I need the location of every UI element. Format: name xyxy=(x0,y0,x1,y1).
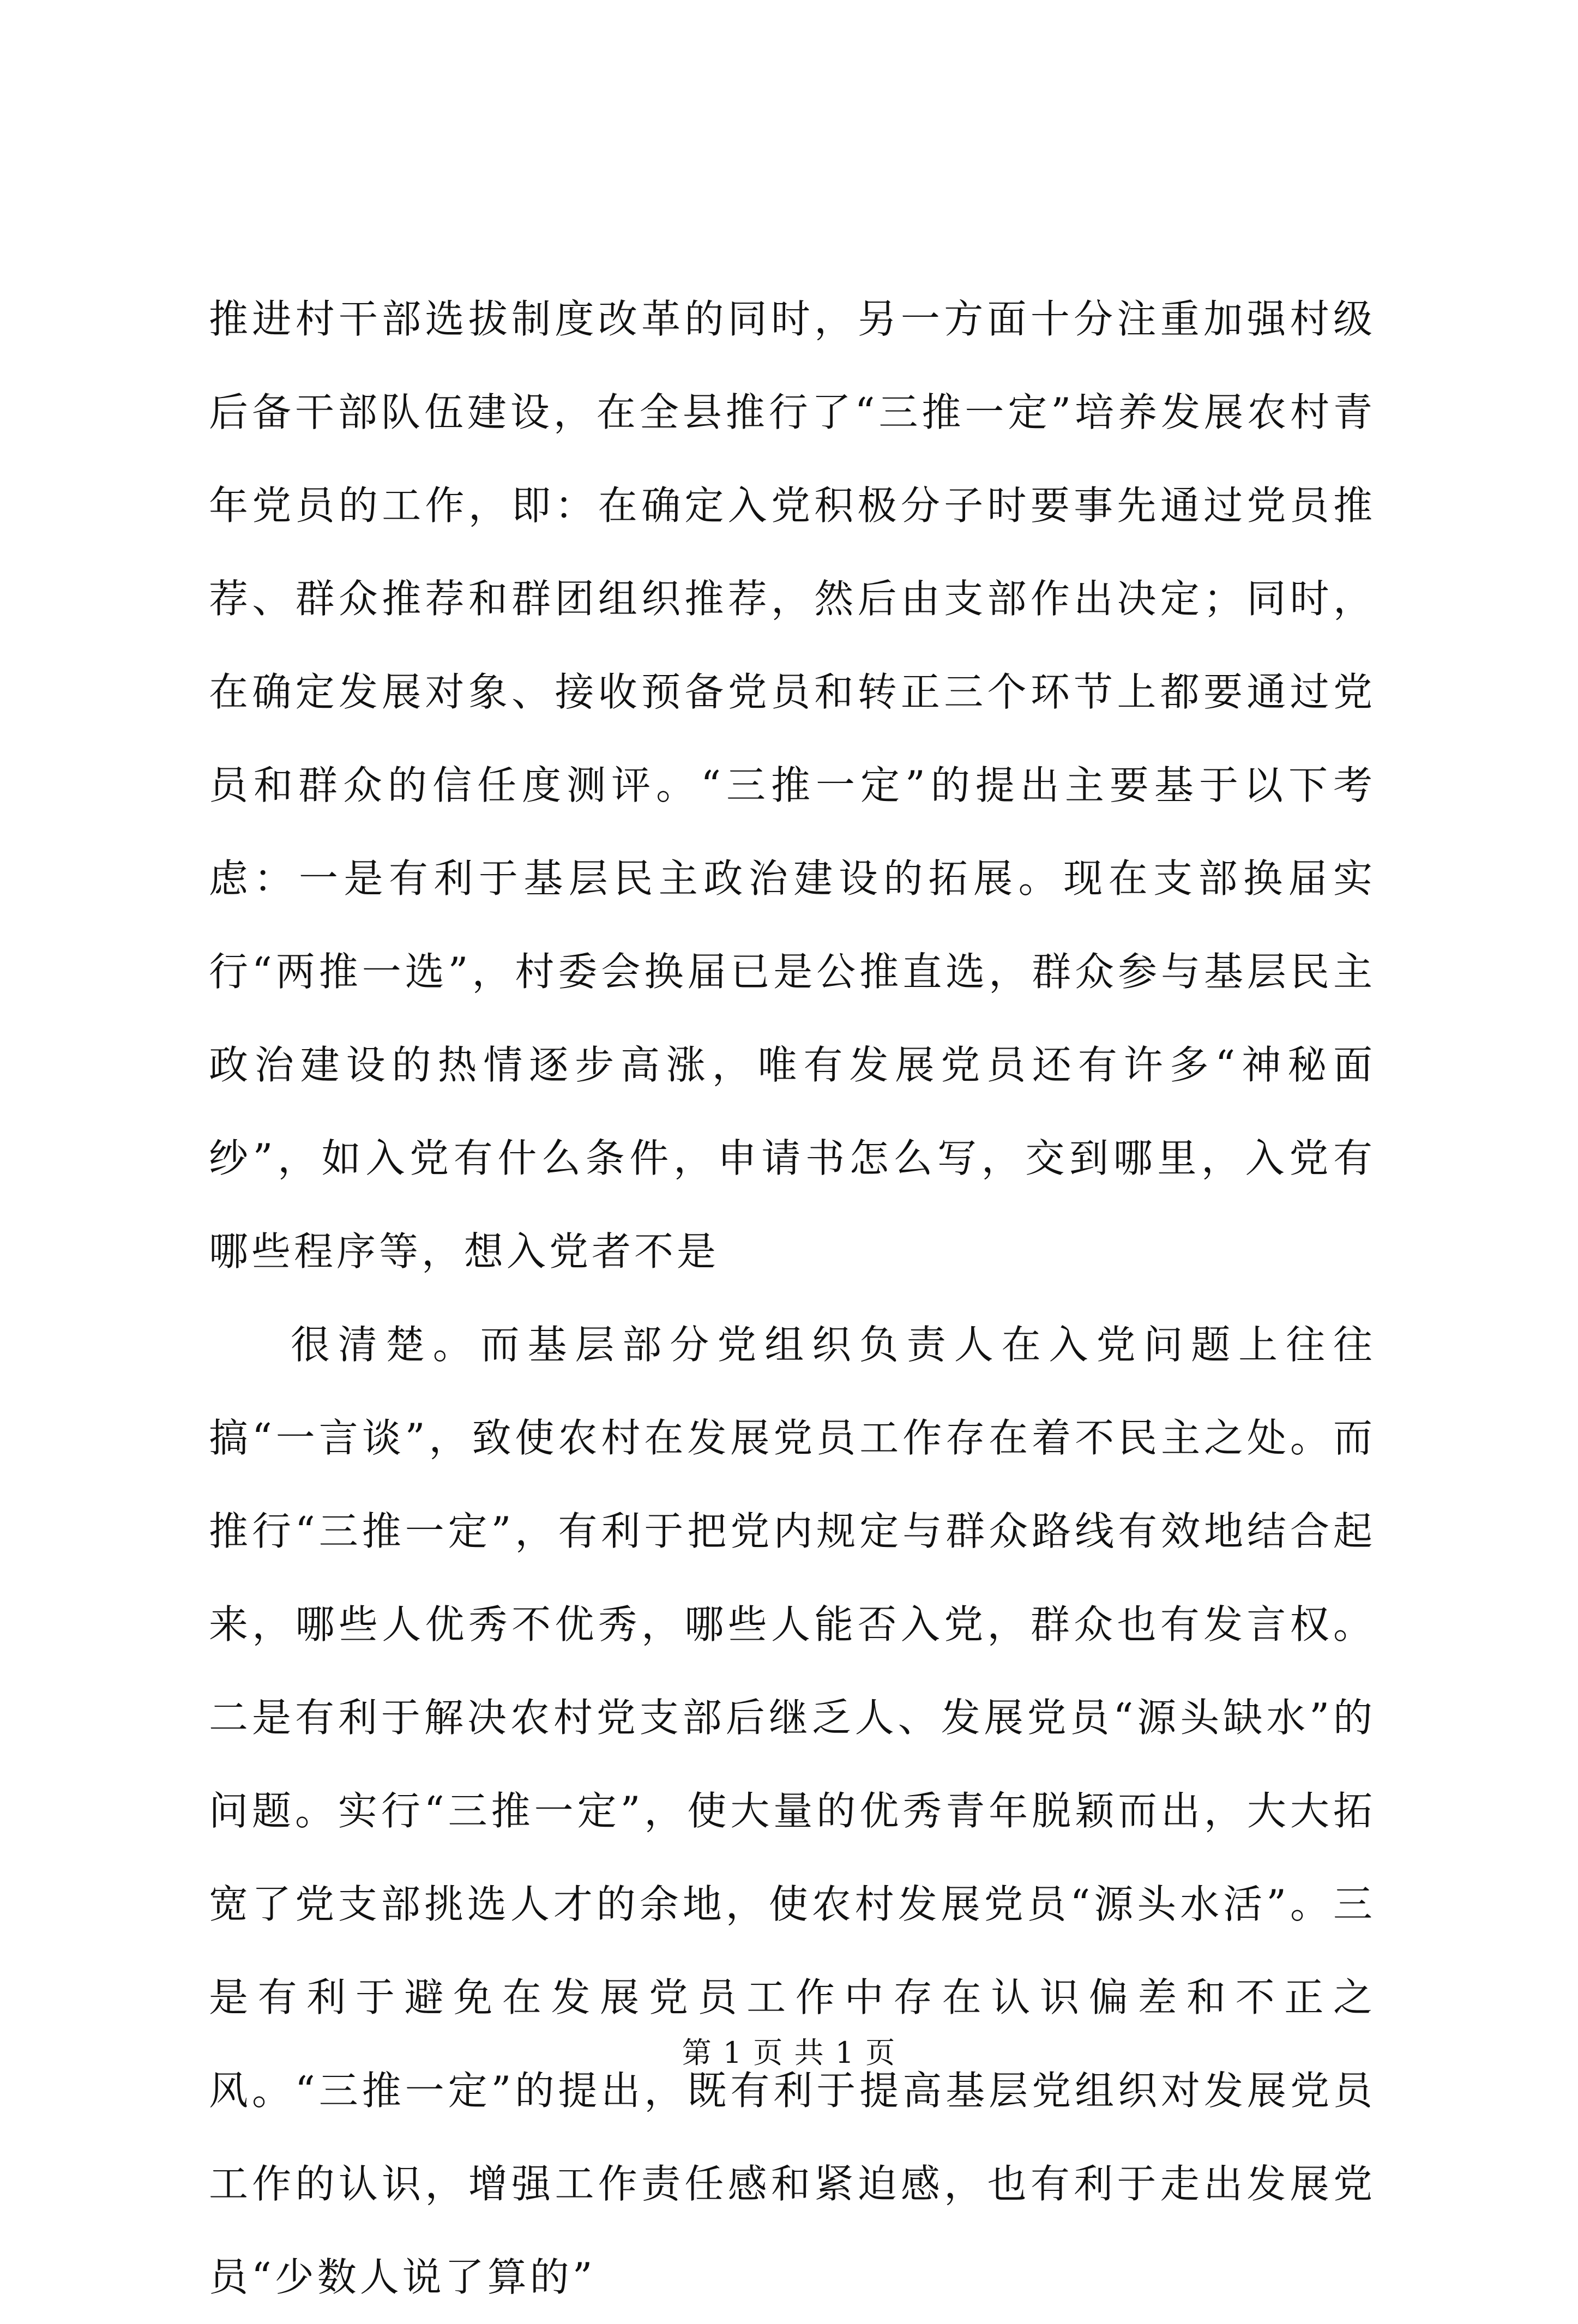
paragraph-2: 很清楚。而基层部分党组织负责人在入党问题上往往搞“一言谈”，致使农村在发展党员工作存在着不民主之处。而推行“三推一定”，有利于把党内规定与群众路线有效地结合起来，哪些人优秀不优秀，哪些人能否入党，群众也有发言权。二是有利于解决农村党支部后继乏人、发展党员“源头缺水”的问题。实行“三推一定”，使大量的优秀青年脱颖而出，大大拓宽了党支部挑选人才的余地，使农村发展党员“源头水活”。三是有利于避免在发展党员工作中存在认识偏差和不正之风。“三推一定”的提出，既有利于提高基层党组织对发展党员工作的认识，增强工作责任感和紧迫感，也有利于走出发展党员“少数人说了算的” xyxy=(209,1322,1376,2300)
document-body xyxy=(209,273,1376,2324)
page-footer: 第 1 页 共 1 页 xyxy=(682,2036,896,2070)
paragraph-1: 推进村干部选拔制度改革的同时，另一方面十分注重加强村级后备干部队伍建设，在全县推行了“三推一定”培养发展农村青年党员的工作，即：在确定入党积极分子时要事先通过党员推荐、群众推荐和群团组织推荐，然后由支部作出决定；同时，在确定发展对象、接收预备党员和转正三个环节上都要通过党员和群众的信任度测评。“三推一定”的提出主要基于以下考虑：一是有利于基层民主政治建设的拓展。现在支部换届实行“两推一选”，村委会换届已是公推直选，群众参与基层民主政治建设的热情逐步高涨，唯有发展党员还有许多“神秘面纱”，如入党有什么条件，申请书怎么写，交到哪里，入党有哪些程序等，想入党者不是 xyxy=(209,296,1376,1274)
